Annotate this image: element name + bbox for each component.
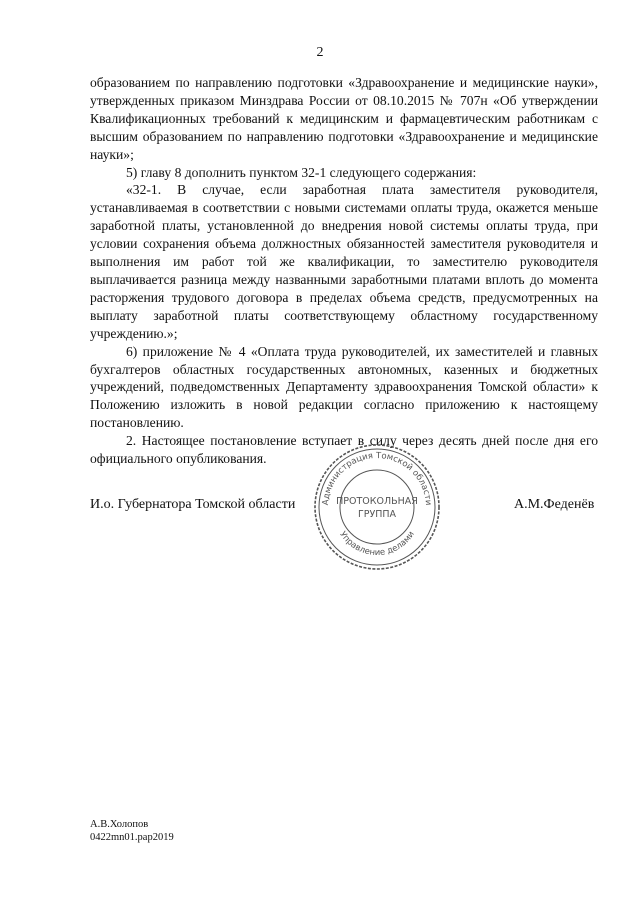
paragraph-item-5: 5) главу 8 дополнить пунктом 32-1 следующего содержания: (126, 164, 477, 180)
stamp-center-line-2: ГРУППА (357, 509, 397, 520)
footer-author: А.В.Холопов (90, 819, 149, 830)
signatory-name: А.М.Феденёв (514, 497, 595, 512)
stamp-ring-top-text: Администрация Томской области (320, 450, 434, 506)
paragraph-effective-date: 2. Настоящее постановление вступает в силу через десять дней после дня его официального опубликования. (90, 433, 598, 467)
footer (90, 818, 174, 844)
official-stamp (312, 442, 442, 572)
document-body (90, 74, 598, 468)
footer-doc-code: 0422mn01.pap2019 (90, 832, 174, 843)
paragraph-clause-32-1: «32-1. В случае, если заработная плата заместителя руководителя, устанавливаемая в соответствии с новыми системами оплаты труда, окажется меньше заработной платы, установленной до внедрения новой системы оплаты труда, при условии сохранения объема должностных обязанностей заместителя руководителя и выполнения им работ той же квалификации, то заместителю руководителя выплачивается разница между названными заработными платами вплоть до момента расторжения трудового договора в пределах объема средств, предусмотренных на выплату заработной платы соответствующему областному государственному учреждению.»; (90, 182, 598, 341)
stamp-center-line-1: ПРОТОКОЛЬНАЯ (336, 496, 418, 507)
paragraph-continuation: образованием по направлению подготовки «Здравоохранение и медицинские науки», утвержденных приказом Минздрава России от 08.10.2015 № 707н «Об утверждении Квалификационных требований к медицинским и фармацевтическим работникам с высшим образованием по направлению подготовки «Здравоохранение и медицинские науки»; (90, 75, 598, 162)
signatory-position: И.о. Губернатора Томской области (90, 497, 296, 512)
paragraph-item-6: 6) приложение № 4 «Оплата труда руководителей, их заместителей и главных бухгалтеров областных государственных автономных, казенных и бюджетных учреждений, подведомственных Департаменту здравоохранения Томской области» к Положению изложить в новой редакции согласно приложению к настоящему постановлению. (90, 343, 598, 431)
stamp-ring-bottom-text: Управление делами (337, 529, 417, 559)
page-number: 2 (316, 45, 324, 60)
